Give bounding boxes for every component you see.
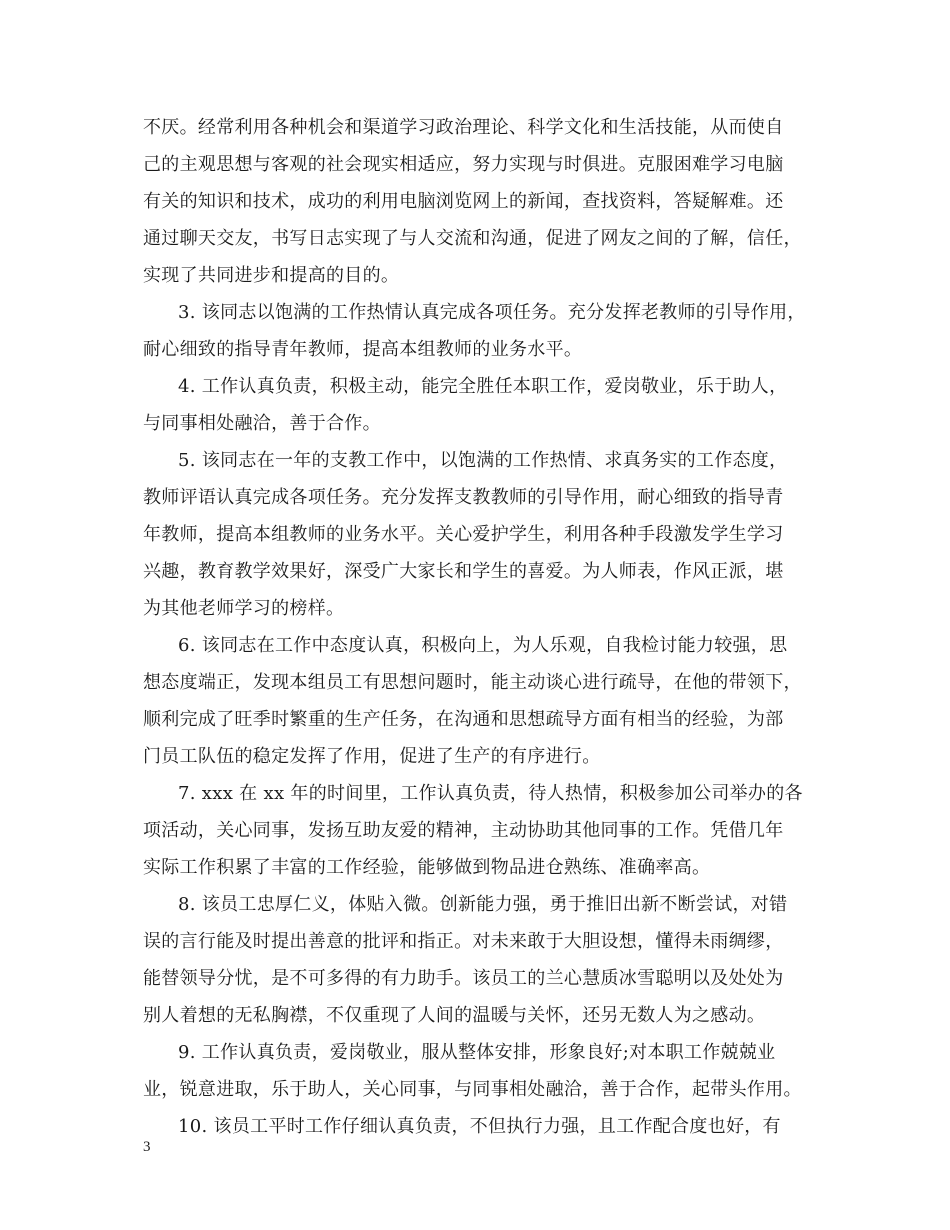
- text-line: 兴趣，教育教学效果好，深受广大家长和学生的喜爱。为人师表，作风正派，堪: [143, 561, 784, 582]
- paragraph-start: 5. 该同志在一年的支教工作中，以饱满的工作热情、求真务实的工作态度，: [178, 450, 788, 471]
- text-line: 门员工队伍的稳定发挥了作用，促进了生产的有序进行。: [143, 746, 601, 767]
- text-line: 耐心细致的指导青年教师，提高本组教师的业务水平。: [143, 339, 583, 360]
- paragraph-start: 3. 该同志以饱满的工作热情认真完成各项任务。充分发挥老教师的引导作用，: [178, 302, 806, 323]
- text-line: 教师评语认真完成各项任务。充分发挥支教教师的引导作用，耐心细致的指导青: [143, 487, 784, 508]
- text-line: 实际工作积累了丰富的工作经验，能够做到物品进仓熟练、准确率高。: [143, 857, 711, 878]
- text-line: 想态度端正，发现本组员工有思想问题时，能主动谈心进行疏导，在他的带领下，: [143, 672, 802, 693]
- paragraph-start: 10. 该员工平时工作仔细认真负责，不但执行力强，且工作配合度也好，有: [178, 1116, 781, 1137]
- page-number: 3: [143, 1139, 151, 1155]
- paragraph-start: 9. 工作认真负责，爱岗敬业，服从整体安排，形象良好;对本职工作兢兢业: [178, 1042, 776, 1063]
- paragraph-start: 7. xxx 在 xx 年的时间里，工作认真负责，待人热情，积极参加公司举办的各: [178, 783, 803, 804]
- text-line: 顺利完成了旺季时繁重的生产任务，在沟通和思想疏导方面有相当的经验，为部: [143, 709, 784, 730]
- text-line: 通过聊天交友，书写日志实现了与人交流和沟通，促进了网友之间的了解，信任，: [143, 228, 802, 249]
- paragraph-start: 4. 工作认真负责，积极主动，能完全胜任本职工作，爱岗敬业，乐于助人，: [178, 376, 788, 397]
- text-line: 业，锐意进取，乐于助人，关心同事，与同事相处融洽，善于合作，起带头作用。: [143, 1079, 802, 1100]
- paragraph-start: 8. 该员工忠厚仁义，体贴入微。创新能力强，勇于推旧出新不断尝试，对错: [178, 894, 788, 915]
- text-line: 能替领导分忧，是不可多得的有力助手。该员工的兰心慧质冰雪聪明以及处处为: [143, 968, 784, 989]
- text-line: 与同事相处融洽，善于合作。: [143, 413, 381, 434]
- text-line: 实现了共同进步和提高的目的。: [143, 265, 400, 286]
- text-line: 年教师，提高本组教师的业务水平。关心爱护学生，利用各种手段激发学生学习: [143, 524, 784, 545]
- text-line: 别人着想的无私胸襟，不仅重现了人间的温暖与关怀，还另无数人为之感动。: [143, 1005, 766, 1026]
- text-line: 不厌。经常利用各种机会和渠道学习政治理论、科学文化和生活技能，从而使自: [143, 117, 784, 138]
- text-line: 己的主观思想与客观的社会现实相适应，努力实现与时俱进。克服困难学习电脑: [143, 154, 784, 175]
- text-line: 为其他老师学习的榜样。: [143, 598, 345, 619]
- paragraph-start: 6. 该同志在工作中态度认真，积极向上，为人乐观，自我检讨能力较强，思: [178, 635, 788, 656]
- text-line: 误的言行能及时提出善意的批评和指正。对未来敢于大胆设想，懂得未雨绸缪，: [143, 931, 784, 952]
- text-line: 有关的知识和技术，成功的利用电脑浏览网上的新闻，查找资料，答疑解难。还: [143, 191, 784, 212]
- text-line: 项活动，关心同事，发扬互助友爱的精神，主动协助其他同事的工作。凭借几年: [143, 820, 784, 841]
